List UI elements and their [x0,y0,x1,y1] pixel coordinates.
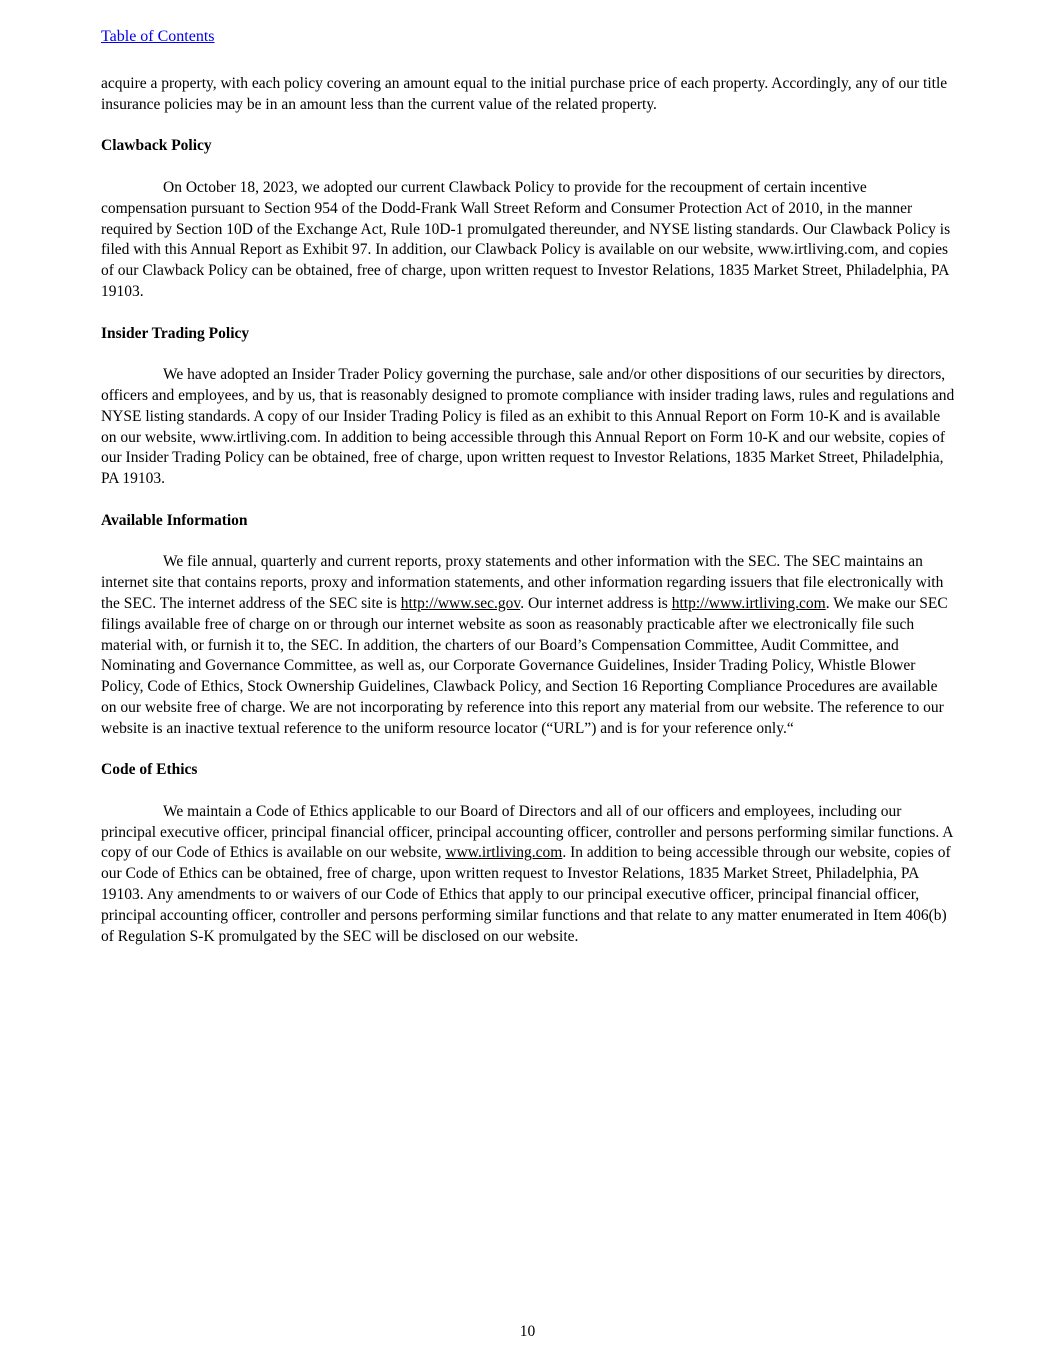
clawback-policy-heading: Clawback Policy [101,137,212,155]
sec-website-link[interactable]: http://www.sec.gov [400,594,521,612]
ethics-text-part-2: . In addition to being accessible through our website, copies of our Code of Ethics can be obtained, free of charge, upon written request to Investor Relations, 1835 Market Street, Philadelphia, PA 19103. Any amendments to or waivers of our Code of Ethics that apply to our principal executive officer, principal financial officer, principal accounting officer, controller and persons performing similar functions and that relate to any matter enumerated in Item 406(b) of Regulation S-K promulgated by the SEC will be disclosed on our website. [101,844,951,945]
document-page [101,26,956,968]
ethics-website-link[interactable]: www.irtliving.com [445,844,563,862]
code-of-ethics-heading: Code of Ethics [101,761,198,779]
page-number: 10 [519,1323,536,1340]
irt-website-link[interactable]: http://www.irtliving.com [671,594,826,612]
available-text-part-3: . We make our SEC filings available free of charge on or through our internet website as soon as reasonably practicable after we electronically file such material with, or furnish it to, the SEC. In addition, the charters of our Board’s Compensation Committee, Audit Committee, and Nominating and Governance Committee, as well as, our Corporate Governance Guidelines, Insider Trading Policy, Whistle Blower Policy, Code of Ethics, Stock Ownership Guidelines, Clawback Policy, and Section 16 Reporting Compliance Procedures are available on our website free of charge. We are not incorporating by reference into this report any material from our website. The reference to our website is an inactive textual reference to the uniform resource locator (“URL”) and is for your reference only.“ [101,594,948,737]
code-of-ethics-paragraph [101,802,956,948]
insider-trading-policy-paragraph: We have adopted an Insider Trader Policy governing the purchase, sale and/or other dispositions of our securities by directors, officers and employees, and by us, that is reasonably designed to promote compliance with insider trading laws, rules and regulations and NYSE listing standards. A copy of our Insider Trading Policy is filed as an exhibit to this Annual Report on Form 10-K and is available on our website, www.irtliving.com. In addition to being accessible through this Annual Report on Form 10-K and our website, copies of our Insider Trading Policy can be obtained, free of charge, upon written request to Investor Relations, 1835 Market Street, Philadelphia, PA 19103. [101,366,955,488]
clawback-policy-paragraph: On October 18, 2023, we adopted our current Clawback Policy to provide for the recoupment of certain incentive compensation pursuant to Section 954 of the Dodd-Frank Wall Street Reform and Consumer Protection Act of 2010, in the manner required by Section 10D of the Exchange Act, Rule 10D-1 promulgated thereunder, and NYSE listing standards. Our Clawback Policy is filed with this Annual Report as Exhibit 97. In addition, our Clawback Policy is available on our website, www.irtliving.com, and copies of our Clawback Policy can be obtained, free of charge, upon written request to Investor Relations, 1835 Market Street, Philadelphia, PA 19103. [101,178,951,300]
available-information-paragraph [101,552,956,739]
table-of-contents-link[interactable]: Table of Contents [101,28,215,45]
ethics-text-part-1: We maintain a Code of Ethics applicable to our Board of Directors and all of our officers and employees, including our principal executive officer, principal financial officer, principal accounting officer, controller and persons performing similar functions. A copy of our Code of Ethics is available on our website, [101,802,953,862]
available-text-part-2: . Our internet address is [520,594,672,612]
insider-trading-policy-heading: Insider Trading Policy [101,324,250,342]
available-information-heading: Available Information [101,511,248,529]
intro-paragraph: acquire a property, with each policy covering an amount equal to the initial purchase price of each property. Accordingly, any of our title insurance policies may be in an amount less than the current value of the related property. [101,75,948,113]
available-text-part-1: We file annual, quarterly and current reports, proxy statements and other information with the SEC. The SEC maintains an internet site that contains reports, proxy and information statements, and other information regarding issuers that file electronically with the SEC. The internet address of the SEC site is [101,553,944,612]
